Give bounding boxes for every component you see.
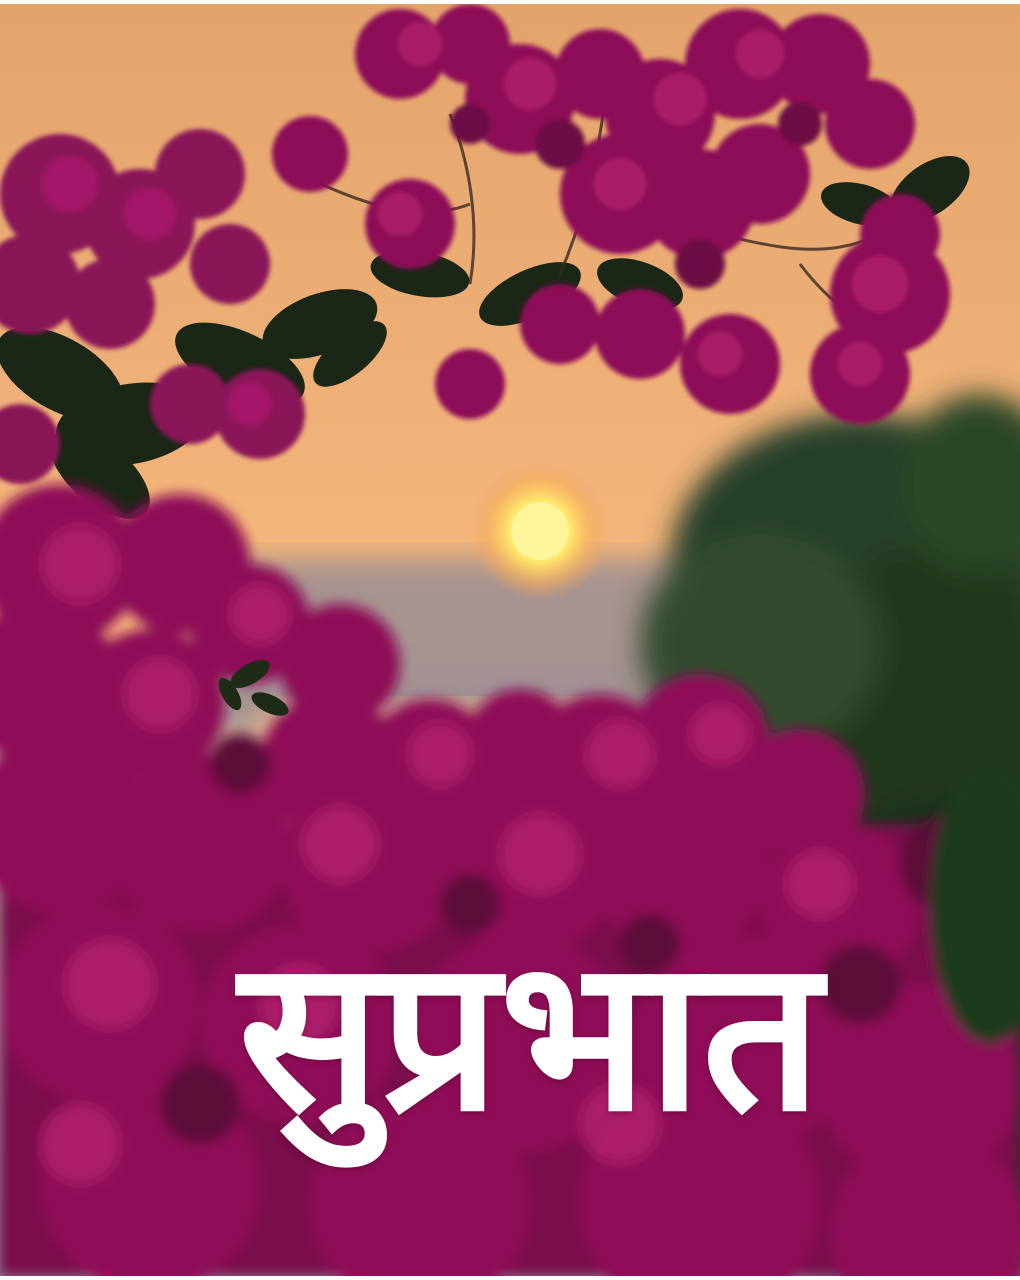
sun-icon (470, 461, 610, 601)
greeting-text: सुप्रभात (238, 913, 822, 1158)
